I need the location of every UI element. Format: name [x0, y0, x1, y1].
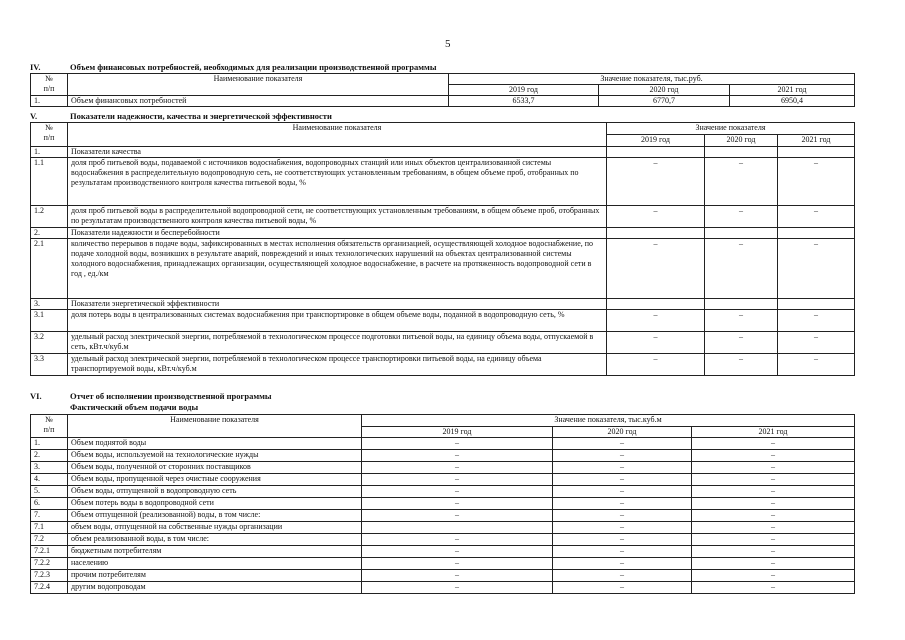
row-value: – [692, 558, 855, 570]
section-6-heading [30, 391, 272, 401]
row-num: 7.2.4 [31, 582, 68, 594]
section-6-subtitle: Фактический объем подачи воды [70, 402, 199, 412]
table-row [31, 558, 855, 570]
header-value: Значение показателя [607, 123, 855, 135]
row-name: Объем финансовых потребностей [68, 96, 449, 107]
header-year: 2020 год [553, 427, 692, 438]
row-value: 6533,7 [449, 96, 599, 107]
table-row [31, 158, 855, 206]
row-name: Объем отпущенной (реализованной) воды, в том числе: [68, 510, 362, 522]
row-num: 3.1 [31, 310, 68, 332]
row-num: 6. [31, 498, 68, 510]
row-name: Объем воды, используемой на технологические нужды [68, 450, 362, 462]
header-name: Наименование показателя [68, 74, 449, 96]
table-row [31, 462, 855, 474]
section-6-number: VI. [30, 391, 42, 401]
row-value: – [607, 239, 705, 299]
row-name: количество перерывов в подаче воды, зафиксированных в местах исполнения обязательств организацией, осуществляющей холодное водоснабжение, по подаче холодной воды, возникших в результате аварий, повреждений и иных технологических нарушений на объектах централизованной системы холодного водоснабжения, принадлежащих организации, осуществляющей холодное водоснабжение, в расчете на протяженность водопроводной сети в год , ед./км [68, 239, 607, 299]
row-name: населению [68, 558, 362, 570]
row-value: – [553, 486, 692, 498]
row-value: – [362, 474, 553, 486]
table-row [31, 582, 855, 594]
row-num: 1. [31, 147, 68, 158]
header-value: Значение показателя, тыс.куб.м [362, 415, 855, 427]
row-value: – [705, 158, 778, 206]
row-value: – [553, 534, 692, 546]
table-row [31, 310, 855, 332]
row-value: – [362, 498, 553, 510]
row-num: 3. [31, 462, 68, 474]
row-value: – [362, 534, 553, 546]
header-year: 2020 год [705, 135, 778, 147]
row-value: – [692, 546, 855, 558]
row-value: – [553, 462, 692, 474]
row-num: 7.1 [31, 522, 68, 534]
row-num: 2. [31, 450, 68, 462]
row-value: – [705, 206, 778, 228]
table-row [31, 546, 855, 558]
row-name: доля проб питьевой воды, подаваемой с источников водоснабжения, водопроводных станций или иных объектов централизованной системы водоснабжения в распределительную водопроводную сеть, не соответствующих установленным требованиям, в общем объеме проб, отобранных по результатам производственного контроля качества питьевой воды, % [68, 158, 607, 206]
header-year: 2019 год [607, 135, 705, 147]
row-value: – [553, 510, 692, 522]
row-value: – [778, 354, 855, 376]
section-4-number: IV. [30, 62, 41, 72]
water-supply-volume-table [30, 414, 855, 594]
row-num: 7.2 [31, 534, 68, 546]
row-value: – [362, 558, 553, 570]
table-row [31, 474, 855, 486]
header-year: 2020 год [599, 85, 730, 96]
row-value: – [692, 486, 855, 498]
row-name: объем воды, отпущенной на собственные нужды организации [68, 522, 362, 534]
row-num: 1.2 [31, 206, 68, 228]
financial-needs-table [30, 73, 855, 107]
row-value: – [705, 332, 778, 354]
row-num: 3.3 [31, 354, 68, 376]
section-4-heading [30, 62, 436, 72]
row-value: – [692, 534, 855, 546]
row-name: удельный расход электрической энергии, потребляемой в технологическом процессе транспортировки питьевой воды, на единицу объема транспортируемой воды, кВт.ч/куб.м [68, 354, 607, 376]
row-num: 1.1 [31, 158, 68, 206]
row-value: – [692, 522, 855, 534]
row-value: – [362, 570, 553, 582]
row-value: – [692, 570, 855, 582]
table-row [31, 354, 855, 376]
row-name: Объем потерь воды в водопроводной сети [68, 498, 362, 510]
row-name: бюджетным потребителям [68, 546, 362, 558]
row-name: Объем воды, отпущенной в водопроводную сеть [68, 486, 362, 498]
row-value: – [553, 582, 692, 594]
table-row [31, 332, 855, 354]
table-row [31, 147, 855, 158]
row-value: 6950,4 [730, 96, 855, 107]
row-value: – [553, 522, 692, 534]
row-name: Показатели надежности и бесперебойности [68, 228, 607, 239]
row-num: 4. [31, 474, 68, 486]
row-value: – [362, 582, 553, 594]
row-num: 7.2.1 [31, 546, 68, 558]
table-row [31, 206, 855, 228]
row-num: 2. [31, 228, 68, 239]
row-name: объем реализованной воды, в том числе: [68, 534, 362, 546]
table-row [31, 522, 855, 534]
section-4-title: Объем финансовых потребностей, необходимых для реализации производственной программы [70, 62, 437, 72]
row-name: доля потерь воды в централизованных системах водоснабжения при транспортировке в общем объеме воды, поданной в водопроводную сеть, % [68, 310, 607, 332]
row-name: Объем поднятой воды [68, 438, 362, 450]
table-row [31, 228, 855, 239]
row-value: – [607, 332, 705, 354]
table-row [31, 450, 855, 462]
row-num: 3.2 [31, 332, 68, 354]
row-value: – [778, 310, 855, 332]
row-value: – [607, 354, 705, 376]
row-value: – [553, 498, 692, 510]
header-value: Значение показателя, тыс.руб. [449, 74, 855, 85]
row-name: доля проб питьевой воды в распределительной водопроводной сети, не соответствующих установленным требованиям, в общем объеме проб, отобранных по результатам производственного контроля качества питьевой воды, % [68, 206, 607, 228]
row-name: удельный расход электрической энергии, потребляемой в технологическом процессе подготовки питьевой воды, на единицу объема воды, отпускаемой в сеть, кВт.ч/куб.м [68, 332, 607, 354]
row-value: – [607, 206, 705, 228]
row-name: Объем воды, пропущенной через очистные сооружения [68, 474, 362, 486]
row-value: – [362, 462, 553, 474]
row-value: – [692, 498, 855, 510]
row-value: – [553, 558, 692, 570]
row-num: 7. [31, 510, 68, 522]
row-value: – [362, 486, 553, 498]
row-value: – [705, 310, 778, 332]
row-value: – [778, 206, 855, 228]
row-num: 1. [31, 96, 68, 107]
table-row [31, 96, 855, 107]
row-name: Показатели энергетической эффективности [68, 299, 607, 310]
reliability-quality-table [30, 122, 855, 376]
header-year: 2019 год [449, 85, 599, 96]
page-number: 5 [445, 38, 451, 50]
row-value: – [553, 474, 692, 486]
row-value: – [705, 354, 778, 376]
row-value: – [692, 438, 855, 450]
row-name: Объем воды, полученной от сторонних поставщиков [68, 462, 362, 474]
table-row [31, 510, 855, 522]
table-row [31, 239, 855, 299]
row-num: 7.2.3 [31, 570, 68, 582]
table-row [31, 486, 855, 498]
row-value: – [553, 438, 692, 450]
row-value: – [692, 450, 855, 462]
row-value: – [553, 546, 692, 558]
header-year: 2021 год [692, 427, 855, 438]
header-year: 2021 год [730, 85, 855, 96]
row-value: – [778, 332, 855, 354]
row-value: – [778, 158, 855, 206]
row-value: – [607, 310, 705, 332]
row-num: 5. [31, 486, 68, 498]
table-row [31, 438, 855, 450]
row-value: – [362, 546, 553, 558]
row-num: 1. [31, 438, 68, 450]
section-5-heading [30, 111, 332, 121]
row-value: – [362, 450, 553, 462]
row-value: – [705, 239, 778, 299]
row-num: 3. [31, 299, 68, 310]
row-num: 2.1 [31, 239, 68, 299]
row-value: – [692, 582, 855, 594]
table-row [31, 534, 855, 546]
row-value: – [607, 158, 705, 206]
header-name: Наименование показателя [68, 123, 607, 147]
section-5-title: Показатели надежности, качества и энергетической эффективности [70, 111, 332, 121]
header-name: Наименование показателя [68, 415, 362, 438]
row-num: 7.2.2 [31, 558, 68, 570]
section-5-number: V. [30, 111, 38, 121]
row-value [362, 522, 553, 534]
row-value: – [362, 510, 553, 522]
row-value: – [692, 462, 855, 474]
row-value: – [553, 450, 692, 462]
section-6-title: Отчет об исполнении производственной программы [70, 391, 272, 401]
row-value: – [692, 474, 855, 486]
row-value: – [553, 570, 692, 582]
row-name: другим водопроводам [68, 582, 362, 594]
header-year: 2021 год [778, 135, 855, 147]
header-num: № п/п [31, 123, 68, 147]
table-row [31, 498, 855, 510]
table-row [31, 299, 855, 310]
header-num: № п/п [31, 415, 68, 438]
header-year: 2019 год [362, 427, 553, 438]
row-value: – [362, 438, 553, 450]
row-name: Показатели качества [68, 147, 607, 158]
row-value: – [692, 510, 855, 522]
row-value: – [778, 239, 855, 299]
header-num: № п/п [31, 74, 68, 96]
row-name: прочим потребителям [68, 570, 362, 582]
row-value: 6770,7 [599, 96, 730, 107]
table-row [31, 570, 855, 582]
